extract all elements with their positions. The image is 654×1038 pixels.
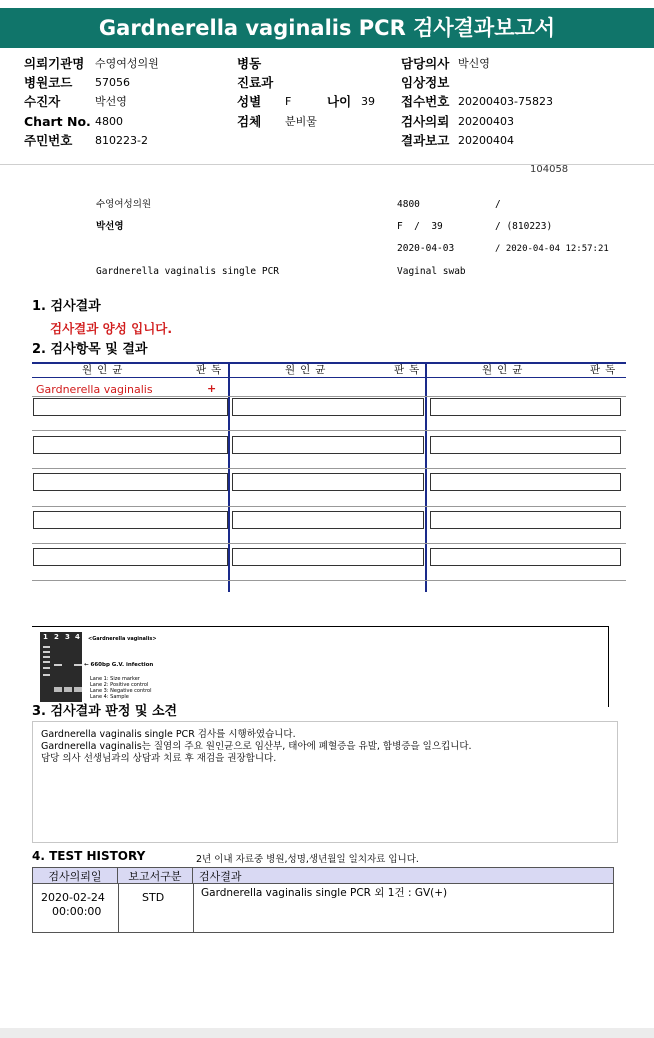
- row-line: [32, 396, 626, 397]
- report-value: 20200404: [458, 134, 514, 147]
- form-name: 박선영: [96, 221, 124, 232]
- gel-legend: Lane 3: Negative control: [90, 688, 152, 694]
- pathogen-result: +: [207, 382, 217, 395]
- form-slash: /: [495, 199, 501, 210]
- report-label: 결과보고: [401, 133, 450, 148]
- form-specimen: Vaginal swab: [397, 266, 466, 277]
- opinion-line: Gardnerella vaginalis single PCR 검사를 시행하였습니다.: [41, 729, 296, 740]
- result-slot: [33, 398, 228, 416]
- row-border: [613, 884, 614, 933]
- doctor-label: 담당의사: [401, 56, 450, 71]
- request-value: 20200403: [458, 115, 514, 128]
- gel-legend: Lane 2: Positive control: [90, 682, 149, 688]
- result-slot: [430, 473, 621, 491]
- hospital-label: 의뢰기관명: [24, 56, 85, 71]
- chart-label: Chart No.: [24, 114, 91, 129]
- result-slot: [232, 436, 424, 454]
- result-slot: [33, 436, 228, 454]
- doctor-value: 박신영: [458, 57, 490, 70]
- gel-legend: Lane 4: Sample: [90, 694, 129, 700]
- hospital-value: 수영여성의원: [95, 57, 159, 70]
- form-birth: / (810223): [495, 221, 553, 232]
- row-line: [32, 506, 626, 507]
- clinical-label: 임상정보: [401, 75, 450, 90]
- section3-title: 3. 검사결과 판정 및 소견: [32, 704, 178, 719]
- result-slot: [232, 398, 424, 416]
- gel-legend: Lane 1: Size marker: [90, 676, 140, 682]
- dept-label: 진료과: [237, 75, 274, 90]
- result-slot: [33, 548, 228, 566]
- gel-band: [43, 646, 50, 648]
- history-time: 00:00:00: [52, 905, 102, 918]
- gel-band: [43, 651, 50, 653]
- lane-number: 2: [54, 633, 59, 641]
- code-value: 57056: [95, 76, 130, 89]
- result-table: [32, 362, 626, 592]
- gel-band: [54, 664, 62, 666]
- age-value: 39: [361, 95, 375, 108]
- table-header-line: [32, 377, 626, 378]
- history-header-type: 보고서구분: [118, 867, 193, 884]
- cut-off-number: 104058: [530, 164, 569, 173]
- result-slot: [232, 548, 424, 566]
- form-test-name: Gardnerella vaginalis single PCR: [96, 266, 280, 277]
- lane-number: 3: [65, 633, 70, 641]
- gel-electrophoresis-image: [40, 632, 82, 702]
- receipt-value: 20200403-75823: [458, 95, 553, 108]
- opinion-box: [32, 721, 618, 843]
- result-slot: [430, 548, 621, 566]
- col-reading-3: 판독: [590, 364, 621, 376]
- row-line: [32, 468, 626, 469]
- row-border: [32, 932, 614, 933]
- form-chart: 4800: [397, 199, 420, 210]
- info-panel: [0, 48, 654, 165]
- pathogen-name: Gardnerella vaginalis: [36, 383, 153, 396]
- sex-label: 성별: [237, 94, 262, 109]
- section2-title: 2. 검사항목 및 결과: [32, 342, 148, 357]
- request-label: 검사의뢰: [401, 114, 450, 129]
- row-border: [32, 884, 33, 933]
- gel-band: [74, 664, 82, 666]
- history-type: STD: [142, 891, 165, 904]
- footer-bar: [0, 1028, 654, 1038]
- sex-value: F: [285, 95, 292, 108]
- patient-value: 박선영: [95, 95, 127, 108]
- row-line: [32, 580, 626, 581]
- age-label: 나이: [327, 94, 352, 109]
- form-hospital: 수영여성의원: [96, 199, 152, 210]
- opinion-line: Gardnerella vaginalis는 질염의 주요 원인균으로 임산부, 태아에 폐혈증을 유발, 합병증을 일으킵니다.: [41, 741, 472, 752]
- section1-title: 1. 검사결과: [32, 299, 101, 314]
- lane-number: 4: [75, 633, 80, 641]
- receipt-label: 접수번호: [401, 94, 450, 109]
- form-report-datetime: / 2020-04-04 12:57:21: [495, 244, 609, 254]
- result-slot: [430, 511, 621, 529]
- col-pathogen-2: 원인균: [285, 364, 331, 376]
- specimen-label: 검체: [237, 114, 262, 129]
- form-request-date: 2020-04-03: [397, 243, 455, 254]
- section4-title: 4. TEST HISTORY: [32, 849, 146, 863]
- gel-band: [43, 661, 50, 663]
- gel-band: [43, 656, 50, 658]
- gel-band: [43, 674, 50, 676]
- col-pathogen-3: 원인균: [482, 364, 528, 376]
- lane-number: 1: [43, 633, 48, 641]
- report-title: Gardnerella vaginalis PCR 검사결과보고서: [0, 8, 654, 48]
- form-sex-age: F / 39: [397, 221, 443, 232]
- id-label: 주민번호: [24, 133, 73, 148]
- history-note: 2년 이내 자료중 병원,성명,생년월일 일치자료 입니다.: [196, 854, 419, 865]
- ward-label: 병동: [237, 56, 262, 71]
- col-pathogen-1: 원인균: [82, 364, 128, 376]
- gel-band-label: ← 660bp G.V. infection: [84, 662, 154, 668]
- patient-label: 수진자: [24, 94, 61, 109]
- opinion-line: 담당 의사 선생님과의 상담과 치료 후 재검을 권장합니다.: [41, 753, 277, 764]
- gel-caption: <Gardnerella vaginalis>: [88, 636, 157, 642]
- result-slot: [33, 473, 228, 491]
- code-label: 병원코드: [24, 75, 73, 90]
- col-reading-1: 판독: [196, 364, 227, 376]
- result-slot: [232, 511, 424, 529]
- gel-band: [74, 687, 82, 692]
- history-result: Gardnerella vaginalis single PCR 외 1건 : GV(+): [201, 887, 448, 899]
- result-slot: [33, 511, 228, 529]
- history-header-date: 검사의뢰일: [32, 867, 118, 884]
- history-header-result: 검사결과: [193, 867, 614, 884]
- positive-message: 검사결과 양성 입니다.: [50, 321, 173, 336]
- result-slot: [430, 398, 621, 416]
- row-line: [32, 543, 626, 544]
- result-slot: [430, 436, 621, 454]
- row-border: [118, 884, 119, 933]
- history-table: [32, 867, 614, 933]
- row-line: [32, 430, 626, 431]
- gel-band: [64, 687, 72, 692]
- gel-band: [43, 667, 50, 669]
- chart-value: 4800: [95, 115, 123, 128]
- specimen-value: 분비물: [285, 115, 317, 128]
- result-slot: [232, 473, 424, 491]
- gel-band: [54, 687, 62, 692]
- row-border: [193, 884, 194, 933]
- history-date: 2020-02-24: [41, 891, 105, 904]
- id-value: 810223-2: [95, 134, 148, 147]
- col-reading-2: 판독: [394, 364, 425, 376]
